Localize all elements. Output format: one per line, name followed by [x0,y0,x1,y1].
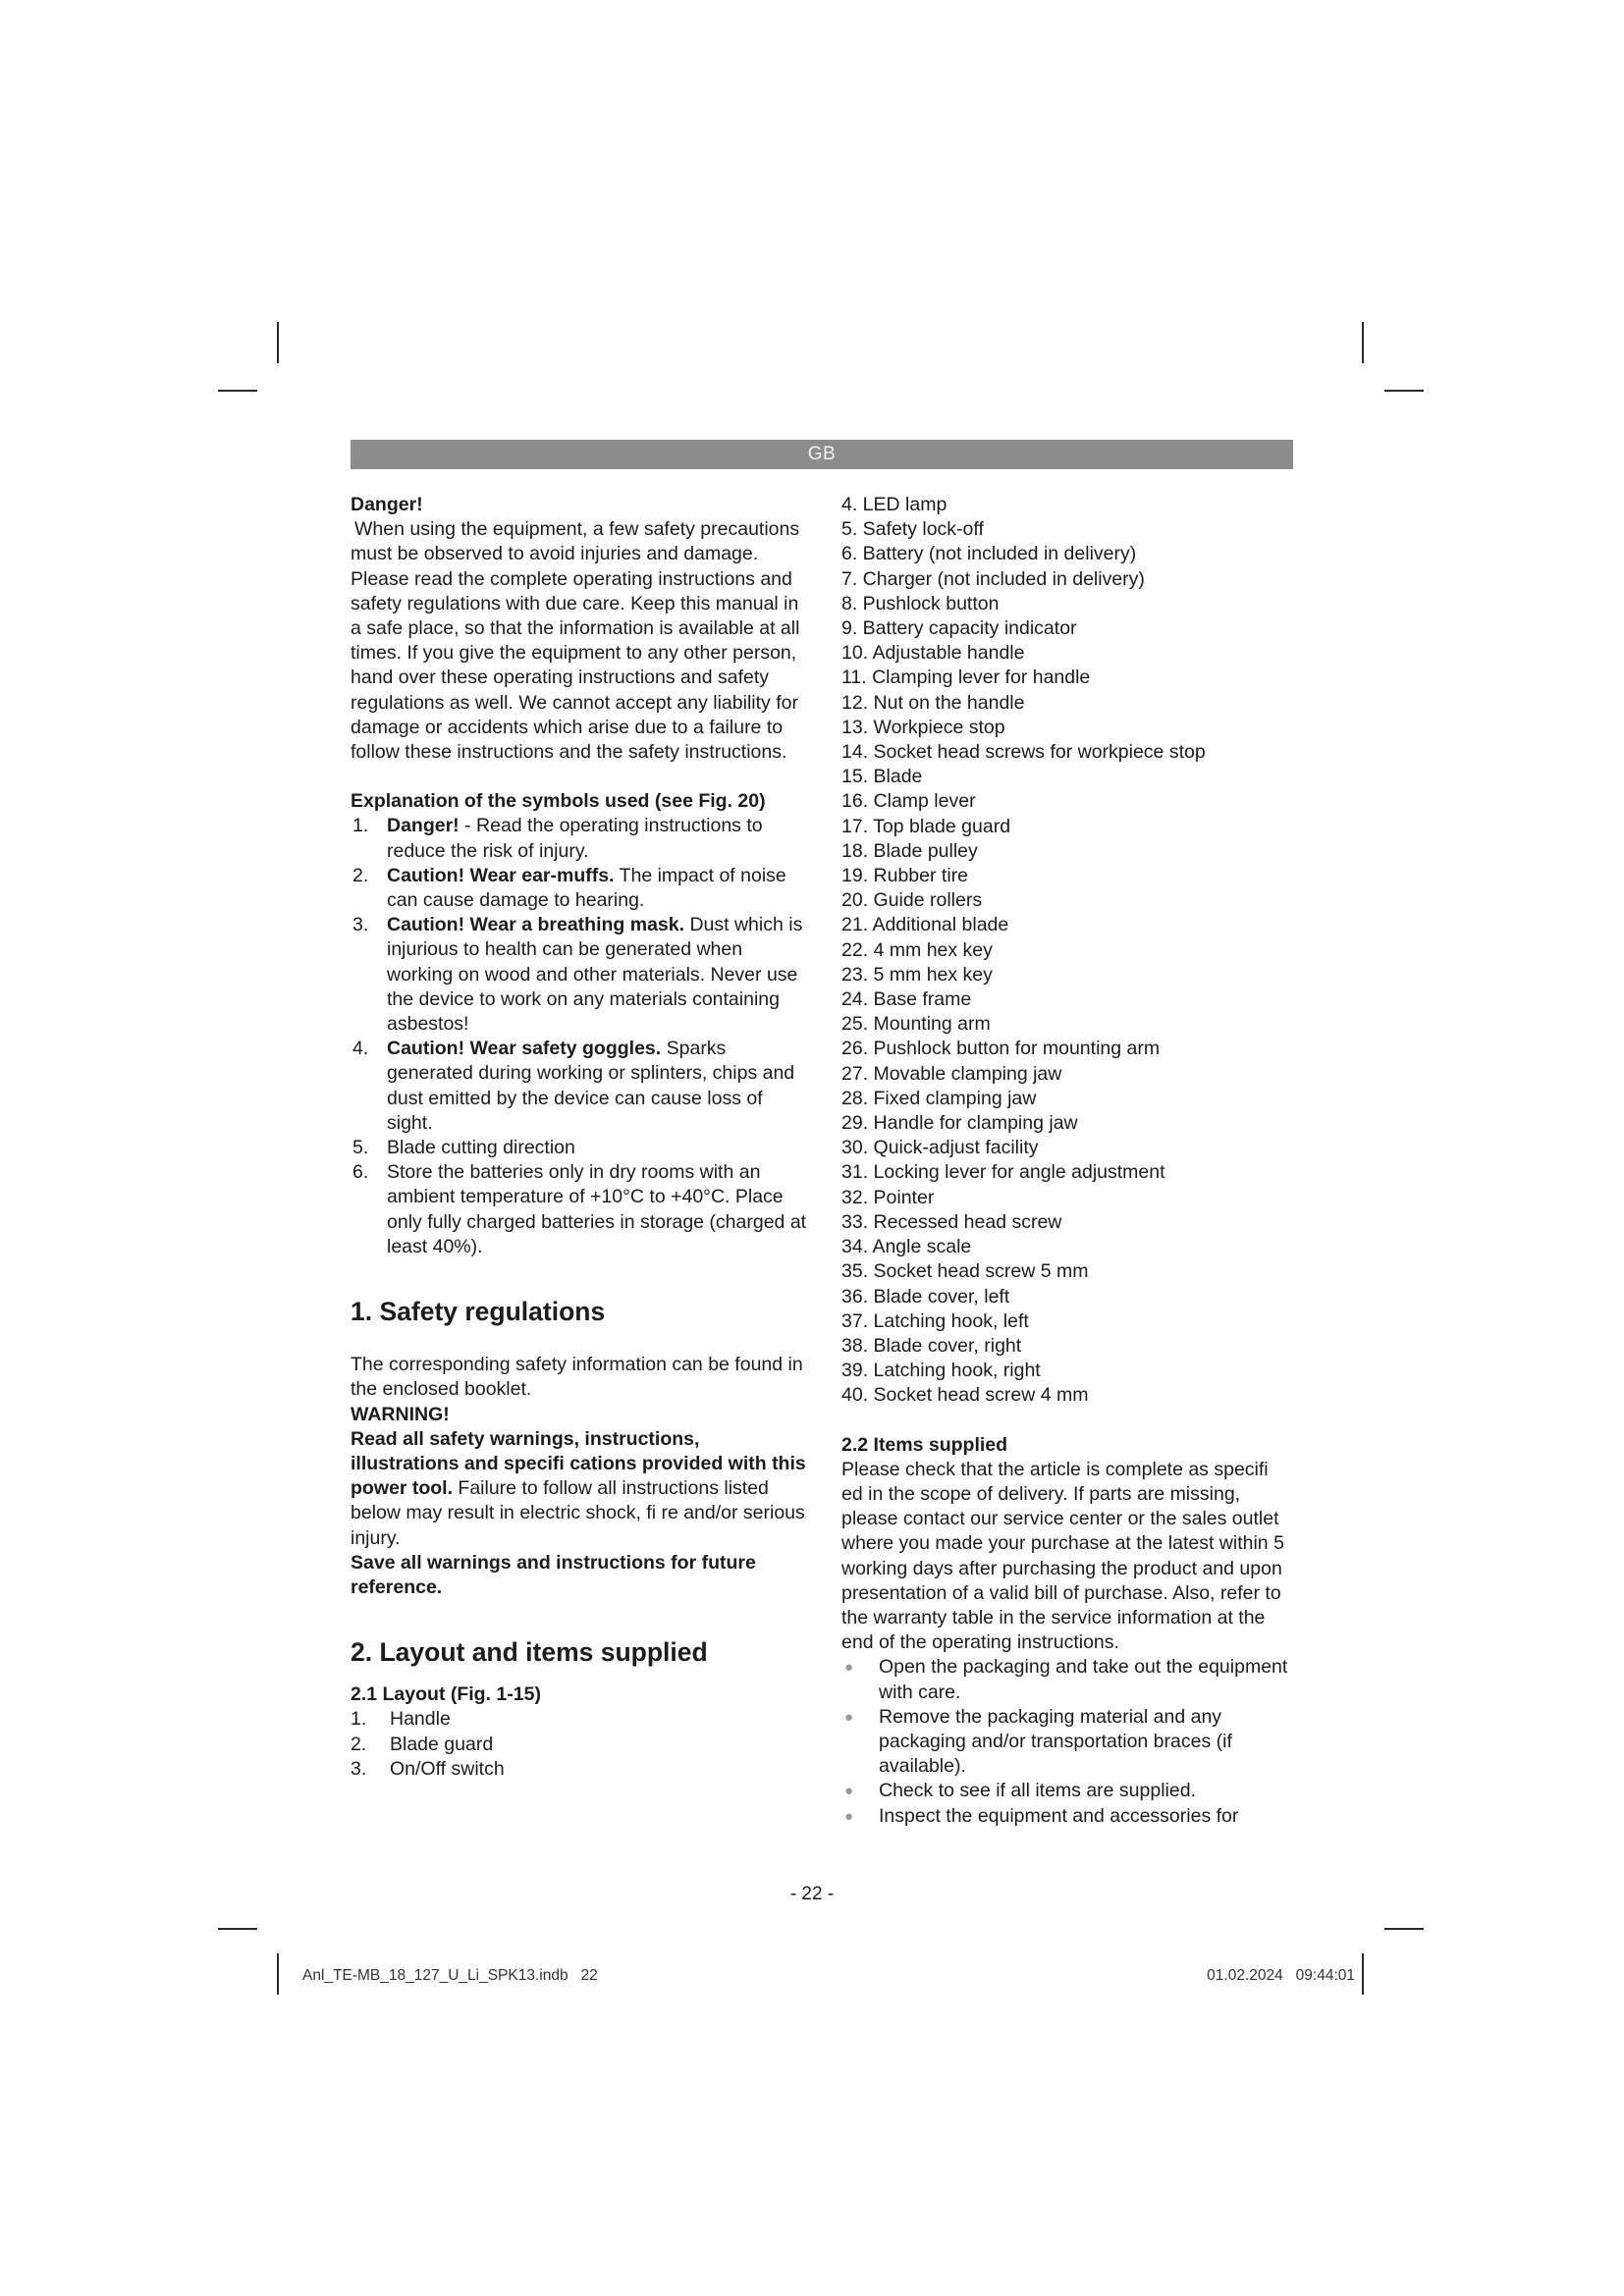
layout-list-right [841,493,1293,1409]
safety-read-all: Read all safety warnings, instructions, illustrations and specifi cations provided with this power tool. Failure to follow all instructions listed below may result in electric shock, fi re and/or serious injury. [351,1427,806,1549]
bullet-item: ● Open the packaging and take out the equipment with care. [844,1656,1288,1703]
bullet-dot-icon: ● [844,1659,854,1677]
symbol-item: 6. Store the batteries only in dry rooms with an ambient temperature of +10°C to +40°C. Place only fully charged batteries in storage (charged at least 40%). [352,1161,807,1257]
crop-mark-br-h [1384,1928,1424,1930]
layout-item: 5. Safety lock-off [841,518,984,541]
layout-item: 14. Socket head screws for workpiece stop [841,741,1206,764]
bullet-dot-icon: ● [844,1783,854,1800]
layout-item: 7. Charger (not included in delivery) [841,567,1145,590]
language-label: GB [807,444,837,464]
layout-item: 16. Clamp lever [841,790,976,813]
crop-mark-br-v [1362,1953,1364,1995]
layout-item: 26. Pushlock button for mounting arm [841,1038,1161,1060]
bullet-dot-icon: ● [844,1807,854,1825]
layout-item: 27. Movable clamping jaw [841,1062,1062,1085]
items-supplied-bullets [841,1655,1293,1828]
layout-item: 29. Handle for clamping jaw [841,1112,1078,1135]
bullet-item: ● Check to see if all items are supplied. [841,1779,1293,1803]
layout-item: 17. Top blade guard [841,815,1011,837]
danger-text: When using the equipment, a few safety precautions must be observed to avoid injuries and damage. Please read the complete operating instructions and safety regulations with due care. Keep this manual in a safe place, so that the information is available at all times. If you give the equipment to any other person, hand over these operating instructions and safety regulations as well. We cannot accept any liability for damage or accidents which arise due to a failure to follow these instructions and the safety instructions. [351,518,800,764]
layout-item: 34. Angle scale [841,1236,972,1258]
layout-item: 18. Blade pulley [841,839,978,862]
layout-item: 12. Nut on the handle [841,691,1025,714]
layout-item: 33. Recessed head screw [841,1210,1062,1233]
items-supplied-title: 2.2 Items supplied [841,1433,1008,1456]
layout-item: 37. Latching hook, left [841,1309,1029,1332]
layout-item: 8. Pushlock button [841,592,1000,614]
layout-item: 25. Mounting arm [841,1013,991,1036]
layout-item: 13. Workpiece stop [841,716,1005,738]
symbol-item: 4. Caution! Wear safety goggles. Sparks generated during working or splinters, chips and dust emitted by the device can cause loss of sight. [352,1038,795,1134]
layout-item: 1. Handle [351,1708,451,1731]
symbols-list [351,814,807,1259]
crop-mark-tr-h [1384,390,1424,392]
layout-item: 30. Quick-adjust facility [841,1137,1039,1159]
bullet-item: ● Inspect the equipment and accessories for [841,1804,1293,1829]
items-supplied-text: Please check that the article is complete as specifi ed in the scope of delivery. If parts are missing, please contact our service center or the sales outlet where you made your purchase at the latest within 5 working days after purchasing the product and upon presentation of a valid bill of purchase. Also, refer to the warranty table in the service information at the end of the operating instructions. [841,1458,1284,1654]
layout-item: 28. Fixed clamping jaw [841,1087,1037,1109]
page-number: - 22 - [789,1884,835,1904]
safety-save: Save all warnings and instructions for future reference. [351,1551,756,1598]
layout-item: 24. Base frame [841,988,972,1011]
file-slug: Anl_TE-MB_18_127_U_Li_SPK13.indb 22 [302,1967,598,1984]
safety-heading: 1. Safety regulations [351,1297,606,1327]
layout-item: 22. 4 mm hex key [841,938,993,961]
right-column [841,493,1293,1829]
safety-intro: The corresponding safety information can be found in the enclosed booklet. [351,1354,803,1401]
layout-heading: 2. Layout and items supplied [351,1637,708,1668]
layout-item: 32. Pointer [841,1186,935,1208]
crop-mark-tl-v [277,322,279,363]
layout-item: 39. Latching hook, right [841,1360,1041,1382]
symbol-item: 3. Caution! Wear a breathing mask. Dust which is injurious to health can be generated when working on wood and other materials. Never use the device to work on any materials containing asbestos! [352,914,803,1036]
symbol-item: 2. Caution! Wear ear-muffs. The impact of noise can cause damage to hearing. [352,864,786,912]
symbol-item: 5. Blade cutting direction [352,1137,575,1159]
layout-list-left [351,1707,807,1782]
layout-item: 15. Blade [841,766,923,788]
layout-item: 23. 5 mm hex key [841,963,993,986]
danger-title: Danger! [351,494,423,515]
layout-item: 21. Additional blade [841,914,1009,936]
bullet-item: ● Remove the packaging material and any packaging and/or transportation braces (if available). [844,1705,1232,1778]
layout-item: 20. Guide rollers [841,889,983,912]
crop-mark-bl-h [218,1928,257,1930]
layout-item: 19. Rubber tire [841,865,968,887]
layout-item: 9. Battery capacity indicator [841,617,1077,640]
left-column [351,493,807,1782]
layout-item: 31. Locking lever for angle adjustment [841,1161,1165,1184]
layout-item: 3. On/Off switch [351,1757,505,1780]
layout-item: 4. LED lamp [841,494,947,515]
layout-item: 36. Blade cover, left [841,1285,1010,1308]
warning-label: WARNING! [351,1403,450,1425]
symbol-item: 1. Danger! - Read the operating instructions to reduce the risk of injury. [352,815,763,862]
layout-item: 11. Clamping lever for handle [841,667,1091,689]
crop-mark-tl-h [218,390,257,392]
crop-mark-bl-v [277,1953,279,1995]
symbols-title: Explanation of the symbols used (see Fig. 20) [351,790,766,813]
layout-item: 2. Blade guard [351,1733,494,1755]
layout-item: 35. Socket head screw 5 mm [841,1260,1089,1283]
layout-item: 38. Blade cover, right [841,1334,1022,1357]
layout-subheading: 2.1 Layout (Fig. 1-15) [351,1683,541,1706]
language-header-bar [351,440,1293,469]
crop-mark-tr-v [1362,322,1364,363]
bullet-dot-icon: ● [844,1708,854,1726]
layout-item: 40. Socket head screw 4 mm [841,1384,1089,1407]
layout-item: 6. Battery (not included in delivery) [841,543,1137,565]
print-timestamp: 01.02.2024 09:44:01 [1207,1967,1355,1984]
layout-item: 10. Adjustable handle [841,642,1025,665]
